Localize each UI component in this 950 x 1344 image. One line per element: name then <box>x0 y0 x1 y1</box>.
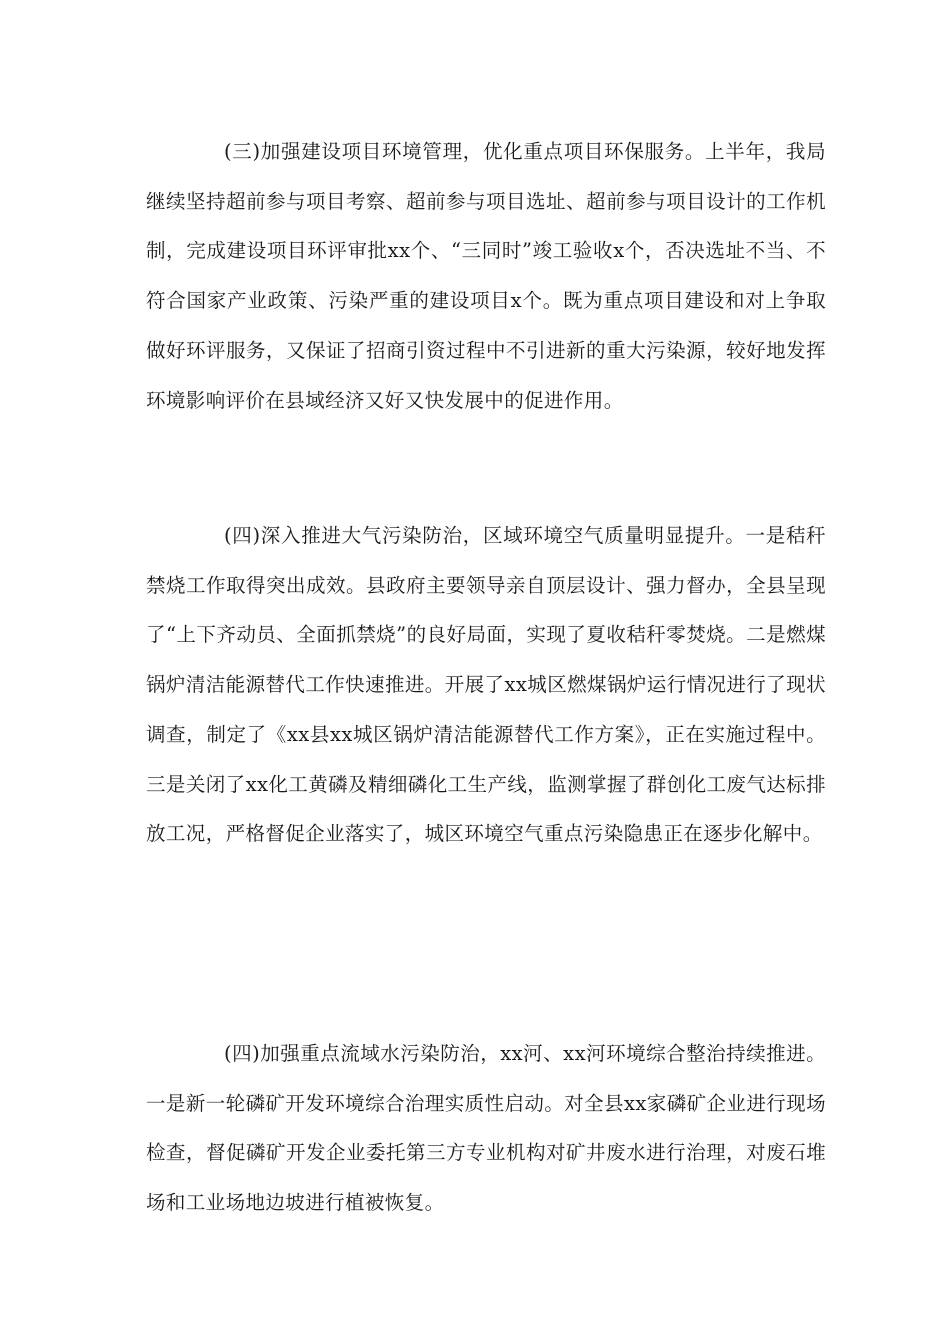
paragraph-air-pollution: (四)深入推进大气污染防治，区域环境空气质量明显提升。一是秸秆禁烧工作取得突出成效。县政府主要领导亲自顶层设计、强力督办，全县呈现了“上下齐动员、全面抓禁烧”的良好局面，实现了夏收秸秆零焚烧。二是燃煤锅炉清洁能源替代工作快速推进。开展了xx城区燃煤锅炉运行情况进行了现状调查，制定了《xx县xx城区锅炉清洁能源替代工作方案》，正在实施过程中。三是关闭了xx化工黄磷及精细磷化工生产线，监测掌握了群创化工废气达标排放工况，严格督促企业落实了，城区环境空气重点污染隐患正在逐步化解中。 <box>146 524 826 846</box>
paragraph-construction-projects: (三)加强建设项目环境管理，优化重点项目环保服务。上半年，我局继续坚持超前参与项目考察、超前参与项目选址、超前参与项目设计的工作机制，完成建设项目环评审批xx个、“三同时”竣工验收x个，否决选址不当、不符合国家产业政策、污染严重的建设项目x个。既为重点项目建设和对上争取做好环评服务，又保证了招商引资过程中不引进新的重大污染源，较好地发挥环境影响评价在县域经济又好又快发展中的促进作用。 <box>146 140 826 412</box>
paragraph-water-pollution: (四)加强重点流域水污染防治，xx河、xx河环境综合整治持续推进。一是新一轮磷矿开发环境综合治理实质性启动。对全县xx家磷矿企业进行现场检查，督促磷矿开发企业委托第三方专业机构对矿井废水进行治理，对废石堆场和工业场地边坡进行植被恢复。 <box>146 1042 826 1215</box>
